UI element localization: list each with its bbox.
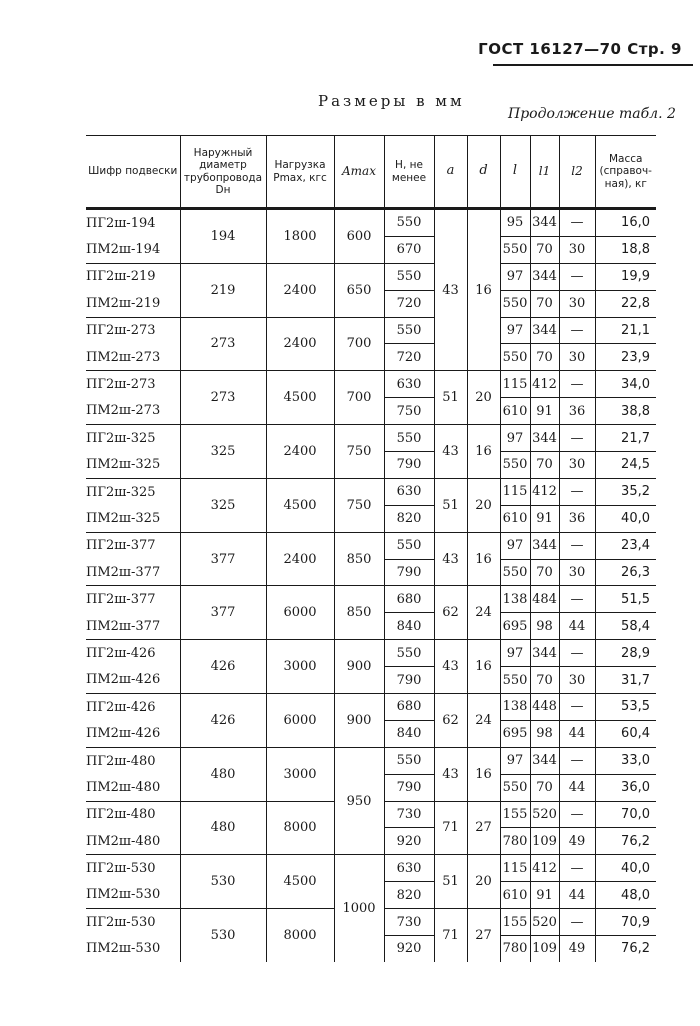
dim-l2: 30 <box>559 290 595 317</box>
dim-l2: 36 <box>559 505 595 532</box>
suspension-code: ПГ2ш-530 <box>86 855 180 882</box>
a-max: 850 <box>334 532 384 586</box>
dim-l1: 70 <box>530 559 559 586</box>
h-min: 550 <box>384 747 434 774</box>
dim-l2: — <box>559 586 595 613</box>
h-min: 730 <box>384 909 434 936</box>
max-load: 6000 <box>266 586 334 640</box>
suspension-code: ПМ2ш-530 <box>86 941 161 957</box>
dim-l: 155 <box>500 801 530 828</box>
table-row <box>86 747 656 774</box>
dim-l: 95 <box>500 209 530 237</box>
dim-l1: 70 <box>530 344 559 371</box>
dim-a: 43 <box>434 532 467 586</box>
suspension-code: ПМ2ш-426 <box>86 672 161 688</box>
dim-l2: 44 <box>559 882 595 909</box>
a-max: 750 <box>334 425 384 479</box>
dim-l: 550 <box>500 290 530 317</box>
pipe-diameter: 530 <box>180 909 266 962</box>
table-row <box>86 694 656 721</box>
dim-l: 610 <box>500 505 530 532</box>
dim-a: 43 <box>434 747 467 801</box>
suspension-code: ПМ2ш-530 <box>86 887 161 903</box>
col-d-header: d <box>467 136 500 209</box>
col-l-header: l <box>500 136 530 209</box>
dim-a: 71 <box>434 801 467 855</box>
mass: 60,4 <box>595 720 656 747</box>
a-max: 900 <box>334 640 384 694</box>
dim-l1: 412 <box>530 478 559 505</box>
dim-l: 695 <box>500 613 530 640</box>
dim-l: 695 <box>500 720 530 747</box>
dim-l2: — <box>559 209 595 237</box>
dim-l1: 344 <box>530 263 559 290</box>
dim-d: 27 <box>467 909 500 962</box>
dim-l2: — <box>559 263 595 290</box>
dim-a: 62 <box>434 694 467 748</box>
table-row <box>86 586 656 613</box>
pipe-diameter: 377 <box>180 532 266 586</box>
dim-d: 27 <box>467 801 500 855</box>
max-load: 4500 <box>266 855 334 909</box>
h-min: 920 <box>384 828 434 855</box>
dim-l: 97 <box>500 747 530 774</box>
mass: 35,2 <box>595 478 656 505</box>
pipe-diameter: 273 <box>180 317 266 371</box>
table-row <box>86 263 656 290</box>
suspension-code: ПМ2ш-480 <box>86 833 161 849</box>
dim-l2: 30 <box>559 236 595 263</box>
mass: 28,9 <box>595 640 656 667</box>
dim-l2: — <box>559 694 595 721</box>
h-min: 630 <box>384 855 434 882</box>
dim-l1: 344 <box>530 747 559 774</box>
pipe-diameter: 377 <box>180 586 266 640</box>
h-min: 920 <box>384 936 434 962</box>
units-label: Размеры в мм <box>318 92 465 110</box>
dim-l1: 344 <box>530 640 559 667</box>
table-row <box>86 855 656 882</box>
suspension-code: ПМ2ш-426 <box>86 726 161 742</box>
max-load: 2400 <box>266 532 334 586</box>
max-load: 2400 <box>266 425 334 479</box>
h-min: 550 <box>384 317 434 344</box>
dim-l1: 70 <box>530 236 559 263</box>
dim-d: 16 <box>467 747 500 801</box>
dim-l2: 44 <box>559 774 595 801</box>
dim-l1: 70 <box>530 667 559 694</box>
mass: 53,5 <box>595 694 656 721</box>
dim-l2: — <box>559 640 595 667</box>
h-min: 840 <box>384 613 434 640</box>
dim-l1: 412 <box>530 855 559 882</box>
h-min: 550 <box>384 640 434 667</box>
table-row <box>86 532 656 559</box>
dim-l2: — <box>559 532 595 559</box>
mass: 70,0 <box>595 801 656 828</box>
dim-l1: 484 <box>530 586 559 613</box>
suspension-code: ПМ2ш-377 <box>86 618 161 634</box>
dim-l: 610 <box>500 882 530 909</box>
suspension-code: ПМ2ш-325 <box>86 510 161 526</box>
h-min: 730 <box>384 801 434 828</box>
dim-l2: — <box>559 371 595 398</box>
max-load: 4500 <box>266 478 334 532</box>
h-min: 680 <box>384 694 434 721</box>
dim-a: 62 <box>434 586 467 640</box>
dim-l2: — <box>559 317 595 344</box>
mass: 51,5 <box>595 586 656 613</box>
table-row <box>86 209 656 237</box>
dim-l1: 91 <box>530 398 559 425</box>
max-load: 6000 <box>266 694 334 748</box>
max-load: 3000 <box>266 640 334 694</box>
dim-l: 550 <box>500 452 530 479</box>
h-min: 840 <box>384 720 434 747</box>
mass: 36,0 <box>595 774 656 801</box>
h-min: 630 <box>384 478 434 505</box>
mass: 23,9 <box>595 344 656 371</box>
dim-l: 780 <box>500 828 530 855</box>
dim-l: 115 <box>500 855 530 882</box>
dim-l: 550 <box>500 774 530 801</box>
a-max: 750 <box>334 478 384 532</box>
dim-l2: 44 <box>559 720 595 747</box>
dim-l2: — <box>559 909 595 936</box>
dim-l2: — <box>559 425 595 452</box>
mass: 38,8 <box>595 398 656 425</box>
dim-l1: 344 <box>530 425 559 452</box>
max-load: 8000 <box>266 801 334 855</box>
suspension-code: ПГ2ш-426 <box>86 640 180 667</box>
h-min: 550 <box>384 263 434 290</box>
page-header: ГОСТ 16127—70 Стр. 9 <box>478 40 682 58</box>
dim-l: 780 <box>500 936 530 962</box>
a-max: 700 <box>334 317 384 371</box>
dim-l1: 412 <box>530 371 559 398</box>
header-rule <box>493 64 693 66</box>
dim-l1: 70 <box>530 290 559 317</box>
a-max: 1000 <box>334 855 384 962</box>
dim-d: 16 <box>467 532 500 586</box>
a-max: 700 <box>334 371 384 425</box>
dim-l1: 520 <box>530 909 559 936</box>
dim-d: 20 <box>467 478 500 532</box>
mass: 70,9 <box>595 909 656 936</box>
dim-a: 51 <box>434 371 467 425</box>
max-load: 8000 <box>266 909 334 962</box>
h-min: 550 <box>384 209 434 237</box>
dim-l: 97 <box>500 640 530 667</box>
suspension-code: ПМ2ш-480 <box>86 779 161 795</box>
suspension-code: ПГ2ш-273 <box>86 371 180 398</box>
dim-l: 97 <box>500 317 530 344</box>
h-min: 670 <box>384 236 434 263</box>
table-row <box>86 425 656 452</box>
suspension-code: ПГ2ш-219 <box>86 263 180 290</box>
pipe-diameter: 325 <box>180 478 266 532</box>
suspension-code: ПГ2ш-377 <box>86 532 180 559</box>
dim-l: 550 <box>500 344 530 371</box>
a-max: 600 <box>334 209 384 264</box>
table-row <box>86 317 656 344</box>
dim-l1: 70 <box>530 452 559 479</box>
dim-l: 138 <box>500 694 530 721</box>
dim-a: 51 <box>434 855 467 909</box>
dim-d: 16 <box>467 425 500 479</box>
h-min: 550 <box>384 425 434 452</box>
h-min: 680 <box>384 586 434 613</box>
mass: 21,1 <box>595 317 656 344</box>
h-min: 790 <box>384 774 434 801</box>
dim-l: 610 <box>500 398 530 425</box>
dim-l1: 520 <box>530 801 559 828</box>
continuation-label: Продолжение табл. 2 <box>508 106 676 122</box>
dim-l: 138 <box>500 586 530 613</box>
col-mass-header: Масса (справочная), кг <box>595 136 656 209</box>
dim-l2: — <box>559 478 595 505</box>
dim-l: 115 <box>500 371 530 398</box>
pipe-diameter: 194 <box>180 209 266 264</box>
mass: 40,0 <box>595 505 656 532</box>
dim-l: 97 <box>500 532 530 559</box>
mass: 58,4 <box>595 613 656 640</box>
dim-l1: 344 <box>530 532 559 559</box>
dim-l2: 30 <box>559 559 595 586</box>
suspension-code: ПГ2ш-480 <box>86 801 180 828</box>
mass: 33,0 <box>595 747 656 774</box>
dim-l1: 70 <box>530 774 559 801</box>
max-load: 2400 <box>266 263 334 317</box>
dim-d: 24 <box>467 694 500 748</box>
a-max: 850 <box>334 586 384 640</box>
mass: 76,2 <box>595 936 656 962</box>
dim-a: 51 <box>434 478 467 532</box>
h-min: 720 <box>384 290 434 317</box>
h-min: 630 <box>384 371 434 398</box>
col-code-header: Шифр подвески <box>86 136 180 209</box>
mass: 24,5 <box>595 452 656 479</box>
mass: 34,0 <box>595 371 656 398</box>
mass: 21,7 <box>595 425 656 452</box>
pipe-diameter: 426 <box>180 640 266 694</box>
dim-l: 550 <box>500 667 530 694</box>
dim-a: 71 <box>434 909 467 962</box>
dim-l1: 91 <box>530 882 559 909</box>
suspension-code: ПМ2ш-377 <box>86 564 161 580</box>
suspension-code: ПГ2ш-325 <box>86 425 180 452</box>
dim-l: 97 <box>500 263 530 290</box>
suspension-code: ПМ2ш-325 <box>86 457 161 473</box>
table-row <box>86 640 656 667</box>
dim-l1: 91 <box>530 505 559 532</box>
col-amax-header: Amax <box>334 136 384 209</box>
suspension-code: ПГ2ш-194 <box>86 215 156 231</box>
dim-l2: — <box>559 855 595 882</box>
dim-a: 43 <box>434 640 467 694</box>
dim-l1: 448 <box>530 694 559 721</box>
h-min: 790 <box>384 559 434 586</box>
max-load: 1800 <box>266 209 334 264</box>
h-min: 750 <box>384 398 434 425</box>
dim-l1: 98 <box>530 720 559 747</box>
suspension-code: ПГ2ш-273 <box>86 317 180 344</box>
h-min: 550 <box>384 532 434 559</box>
table-row <box>86 478 656 505</box>
dim-l2: 30 <box>559 452 595 479</box>
a-max: 900 <box>334 694 384 748</box>
dim-d: 20 <box>467 371 500 425</box>
dim-l2: 36 <box>559 398 595 425</box>
h-min: 820 <box>384 505 434 532</box>
h-min: 720 <box>384 344 434 371</box>
a-max: 950 <box>334 747 384 855</box>
col-l1-header: l1 <box>530 136 559 209</box>
mass: 40,0 <box>595 855 656 882</box>
mass: 18,8 <box>595 236 656 263</box>
pipe-diameter: 219 <box>180 263 266 317</box>
mass: 26,3 <box>595 559 656 586</box>
dim-l2: 49 <box>559 936 595 962</box>
col-a-header: a <box>434 136 467 209</box>
suspension-code: ПГ2ш-530 <box>86 909 180 936</box>
max-load: 4500 <box>266 371 334 425</box>
a-max: 650 <box>334 263 384 317</box>
dim-l2: 30 <box>559 667 595 694</box>
mass: 19,9 <box>595 263 656 290</box>
mass: 31,7 <box>595 667 656 694</box>
dim-l1: 109 <box>530 936 559 962</box>
h-min: 790 <box>384 667 434 694</box>
dim-l2: — <box>559 747 595 774</box>
dim-l1: 344 <box>530 209 559 237</box>
suspension-code: ПГ2ш-426 <box>86 694 180 721</box>
pipe-diameter: 480 <box>180 747 266 801</box>
suspension-code: ПМ2ш-194 <box>86 242 161 258</box>
suspension-code: ПМ2ш-273 <box>86 403 161 419</box>
max-load: 3000 <box>266 747 334 801</box>
mass: 16,0 <box>595 209 656 237</box>
dim-a: 43 <box>434 209 467 371</box>
h-min: 790 <box>384 452 434 479</box>
dim-d: 16 <box>467 209 500 371</box>
dim-l: 97 <box>500 425 530 452</box>
dim-l1: 109 <box>530 828 559 855</box>
dimensions-table <box>86 135 656 962</box>
dim-a: 43 <box>434 425 467 479</box>
pipe-diameter: 273 <box>180 371 266 425</box>
col-l2-header: l2 <box>559 136 595 209</box>
dim-d: 20 <box>467 855 500 909</box>
col-h-header: H, не менее <box>384 136 434 209</box>
h-min: 820 <box>384 882 434 909</box>
pipe-diameter: 426 <box>180 694 266 748</box>
suspension-code: ПМ2ш-219 <box>86 295 161 311</box>
dim-l: 115 <box>500 478 530 505</box>
dim-l: 155 <box>500 909 530 936</box>
dim-l2: 49 <box>559 828 595 855</box>
dim-l: 550 <box>500 236 530 263</box>
pipe-diameter: 530 <box>180 855 266 909</box>
col-diam-header: Наружный диаметр трубопровода Dн <box>180 136 266 209</box>
suspension-code: ПГ2ш-325 <box>86 478 180 505</box>
dim-d: 16 <box>467 640 500 694</box>
dim-l2: 44 <box>559 613 595 640</box>
max-load: 2400 <box>266 317 334 371</box>
mass: 76,2 <box>595 828 656 855</box>
pipe-diameter: 480 <box>180 801 266 855</box>
col-load-header: Нагрузка Pmax, кгс <box>266 136 334 209</box>
mass: 22,8 <box>595 290 656 317</box>
suspension-code: ПГ2ш-480 <box>86 747 180 774</box>
dim-l2: — <box>559 801 595 828</box>
dim-d: 24 <box>467 586 500 640</box>
table-row <box>86 371 656 398</box>
suspension-code: ПМ2ш-273 <box>86 349 161 365</box>
dim-l1: 98 <box>530 613 559 640</box>
mass: 23,4 <box>595 532 656 559</box>
suspension-code: ПГ2ш-377 <box>86 586 180 613</box>
dim-l: 550 <box>500 559 530 586</box>
dim-l2: 30 <box>559 344 595 371</box>
mass: 48,0 <box>595 882 656 909</box>
dim-l1: 344 <box>530 317 559 344</box>
pipe-diameter: 325 <box>180 425 266 479</box>
